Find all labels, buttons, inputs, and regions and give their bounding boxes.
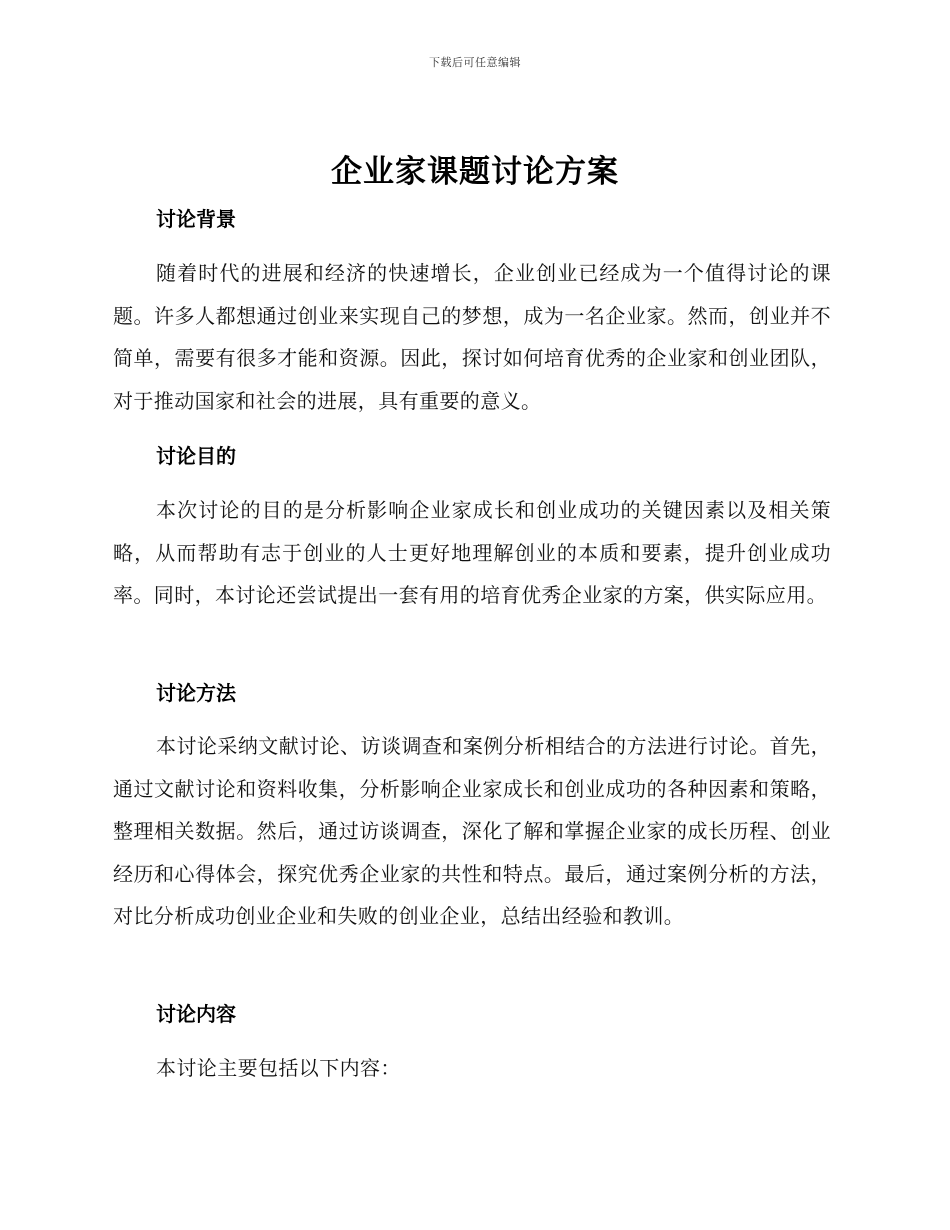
section-paragraph-purpose: 本次讨论的目的是分析影响企业家成长和创业成功的关键因素以及相关策略，从而帮助有志于创业的人士更好地理解创业的本质和要素，提升创业成功率。同时，本讨论还尝试提出一套有用的培育优秀企业家的方案，供实际应用。 [113, 498, 831, 608]
section-heading-method: 讨论方法 [156, 681, 236, 705]
section-heading-content: 讨论内容 [156, 1002, 236, 1026]
section-heading-purpose: 讨论目的 [156, 444, 236, 468]
section-paragraph-method: 本讨论采纳文献讨论、访谈调查和案例分析相结合的方法进行讨论。首先，通过文献讨论和资料收集，分析影响企业家成长和创业成功的各种因素和策略，整理相关数据。然后，通过访谈调查，深化了解和掌握企业家的成长历程、创业经历和心得体会，探究优秀企业家的共性和特点。最后，通过案例分析的方法，对比分析成功创业企业和失败的创业企业，总结出经验和教训。 [113, 734, 831, 929]
header-note: 下载后可任意编辑 [429, 56, 521, 69]
section-paragraph-content: 本讨论主要包括以下内容： [156, 1056, 401, 1080]
section-heading-background: 讨论背景 [156, 207, 236, 231]
section-paragraph-background: 随着时代的进展和经济的快速增长，企业创业已经成为一个值得讨论的课题。许多人都想通过创业来实现自己的梦想，成为一名企业家。然而，创业并不简单，需要有很多才能和资源。因此，探讨如何培育优秀的企业家和创业团队，对于推动国家和社会的进展，具有重要的意义。 [113, 261, 831, 413]
document-title: 企业家课题讨论方案 [331, 154, 619, 190]
